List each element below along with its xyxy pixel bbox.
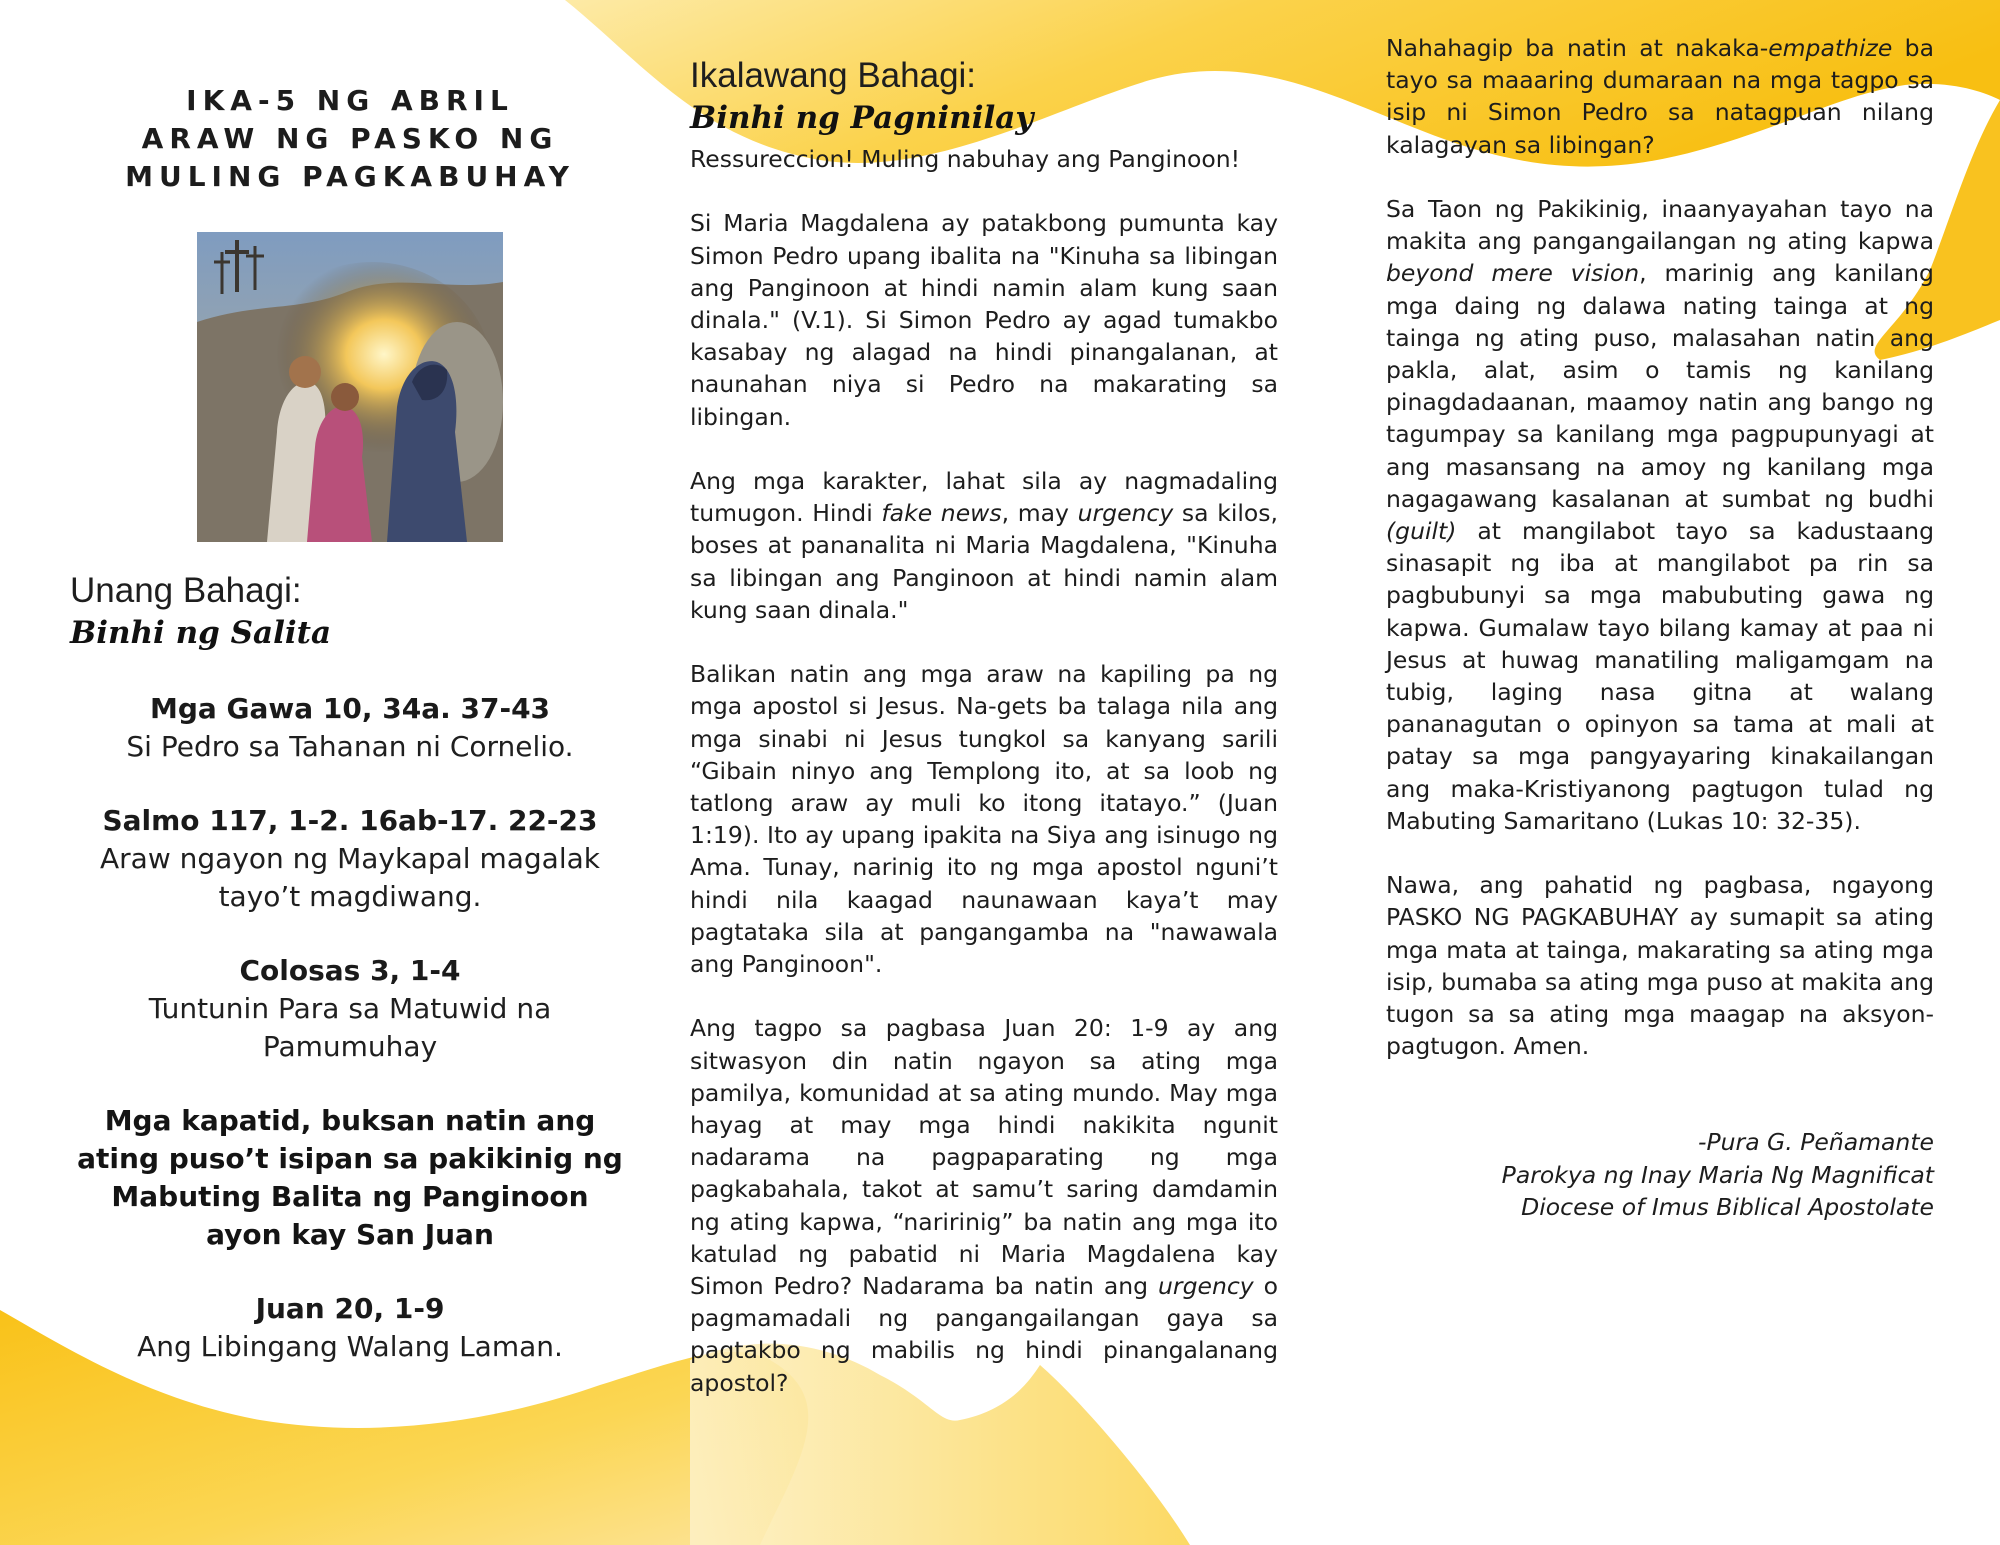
reading-3: [70, 952, 630, 1066]
reflection-paragraph-4: Balikan natin ang mga araw na kapiling pa ng mga apostol si Jesus. Na-gets ba talaga nila ang mga sinabi ni Jesus tungkol sa kanyang sarili “Gibain ninyo ang Templong ito, at sa loob ng tatlong araw ay muli ko itong itatayo.” (Juan 1:19). Ito ay upang ipakita na Siya ang isinugo ng Ama. Tunay, narinig ito ng mga apostol nguni’t hindi nila kaagad naunawaan kaya’t may pagtataka sila at pangangamba na "nawawala ang Panginoon".: [690, 660, 1278, 979]
gospel-ref: Juan 20, 1-9: [255, 1292, 445, 1325]
p3-part-c: , may: [1001, 499, 1078, 528]
page-title: [70, 82, 630, 196]
reflection-paragraph-5: [690, 1012, 1278, 1398]
c1-part-a: Nahahagip ba natin at nakaka-: [1386, 34, 1769, 62]
reading-1-ref: Mga Gawa 10, 34a. 37-43: [149, 692, 551, 725]
title-line-3: MULING PAGKABUHAY: [125, 160, 575, 193]
p5-part-c: o pagmamadali ng pangangailangan gaya sa pagtakbo ng mabilis ng hindi pinangalanang apostol?: [690, 1272, 1278, 1397]
c2-guilt: (guilt): [1386, 517, 1457, 546]
closing-paragraph-1: [1386, 32, 1934, 161]
section-label-2: Ikalawang Bahagi:: [690, 56, 977, 95]
reflection-paragraph-2: Si Maria Magdalena ay patakbong pumunta kay Simon Pedro upang ibalita na "Kinuha sa libingan ang Panginoon at hindi namin alam kung saan dinala." (V.1). Si Simon Pedro ay agad tumakbo kasabay ng alagad na hindi pinangalanan, at naunahan niya si Pedro na makarating sa libingan.: [690, 209, 1278, 431]
panel-reflection: [690, 55, 1278, 1399]
section-title-2: Binhi ng Pagninilay: [690, 100, 1034, 136]
c2-part-a: Sa Taon ng Pakikinig, inaanyayahan tayo na makita ang pangangailangan ng ating kapwa: [1386, 195, 1934, 256]
reflection-paragraph-1: Ressureccion! Muling nabuhay ang Panginoon!: [690, 145, 1241, 173]
gospel-reading: [70, 1290, 630, 1366]
c2-part-c: , marinig ang kanilang mga daing ng dalawa nating tainga at ng tainga ng ating puso, malasahan natin ang pakla, alat, asim o tamis ng kanilang pinagdadaanan, maamoy natin ang bango ng tagumpay sa kanilang mga pagpupunyagi at ang masansang na amoy ng kanilang mga nagagawang kasalanan at sumbat ng budhi: [1386, 259, 1934, 513]
p3-part-e: sa kilos, boses at pananalita ni Maria Magdalena, "Kinuha sa libingan ang Panginoon at hindi namin alam kung saan dinala.": [690, 499, 1278, 624]
p3-urgency: urgency: [1077, 499, 1174, 528]
section-label-1: Unang Bahagi:: [70, 571, 302, 610]
c1-empathize: empathize: [1768, 34, 1893, 62]
closing-paragraph-3: Nawa, ang pahatid ng pagbasa, ngayong PASKO NG PAGKABUHAY ay sumapit sa ating mga mata at tainga, makarating sa ating mga isip, bumaba sa ating mga puso at makita ang tugon sa sa ating mga maagap na aksyon-pagtugon. Amen.: [1386, 871, 1934, 1061]
gospel-exhortation: Mga kapatid, buksan natin ang ating puso’t isipan sa pakikinig ng Mabuting Balita ng Panginoon ayon kay San Juan: [77, 1104, 623, 1251]
p5-urgency: urgency: [1158, 1272, 1254, 1301]
c2-beyond-mere-vision: beyond mere vision: [1386, 259, 1640, 288]
author-org: Diocese of Imus Biblical Apostolate: [1521, 1192, 1934, 1221]
reading-3-title: Tuntunin Para sa Matuwid na Pamumuhay: [148, 992, 552, 1063]
c1-part-c: ba tayo sa maaaring dumaraan na mga tagpo sa isip ni Simon Pedro sa natagpuan nilang kalagayan sa libingan?: [1386, 34, 1934, 159]
p3-part-a: Ang mga karakter, lahat sila ay nagmadaling tumugon. Hindi: [690, 467, 1278, 528]
empty-tomb-illustration: [197, 232, 503, 542]
reading-2: [70, 802, 630, 916]
title-line-2: ARAW NG PASKO NG: [141, 122, 559, 155]
section-title-1: Binhi ng Salita: [70, 615, 332, 651]
closing-paragraph-2: [1386, 193, 1934, 837]
title-line-1: IKA-5 NG ABRIL: [186, 84, 514, 117]
p3-fake-news: fake news: [881, 499, 1002, 528]
panel-closing: [1386, 32, 1934, 1223]
p5-part-a: Ang tagpo sa pagbasa Juan 20: 1-9 ay ang sitwasyon din natin ngayon sa ating mga pamilya, komunidad at sa ating mundo. May mga hayag at may mga hindi nakikita ngunit nadarama na pagpaparating ng mga pagkabahala, takot at samu’t saring damdamin ng ating kapwa, “naririnig” ba natin ang mga ito katulad ng pabatid ni Maria Magdalena kay Simon Pedro? Nadarama ba natin ang: [690, 1014, 1278, 1301]
gospel-title: Ang Libingang Walang Laman.: [137, 1330, 563, 1363]
panel-readings: [70, 82, 630, 1366]
reading-2-title: Araw ngayon ng Maykapal magalak tayo’t magdiwang.: [100, 842, 600, 913]
author-parish: Parokya ng Inay Maria Ng Magnificat: [1501, 1160, 1934, 1189]
reading-3-ref: Colosas 3, 1-4: [239, 954, 461, 987]
reading-1-title: Si Pedro sa Tahanan ni Cornelio.: [126, 730, 574, 763]
c2-part-e: at mangilabot tayo sa kadustaang sinasapit ng iba at mangilabot pa rin sa pagbubunyi sa mga mabubuting gawa ng kapwa. Gumalaw tayo bilang kamay at paa ni Jesus at huwag manatiling maligamgam na tubig, laging nasa gitna at walang pananagutan o opinyon sa tama at mali at patay sa mga pangyayaring kinakailangan ang maka-Kristiyanong pagtugon tulad ng Mabuting Samaritano (Lukas 10: 32-35).: [1386, 517, 1934, 835]
reading-2-ref: Salmo 117, 1-2. 16ab-17. 22-23: [102, 804, 598, 837]
reading-1: [70, 690, 630, 766]
reflection-paragraph-3: [690, 465, 1278, 626]
author-name: -Pura G. Peñamante: [1697, 1128, 1934, 1157]
author-signature: [1386, 1126, 1934, 1223]
tomb-scene-graphic: [197, 232, 503, 542]
